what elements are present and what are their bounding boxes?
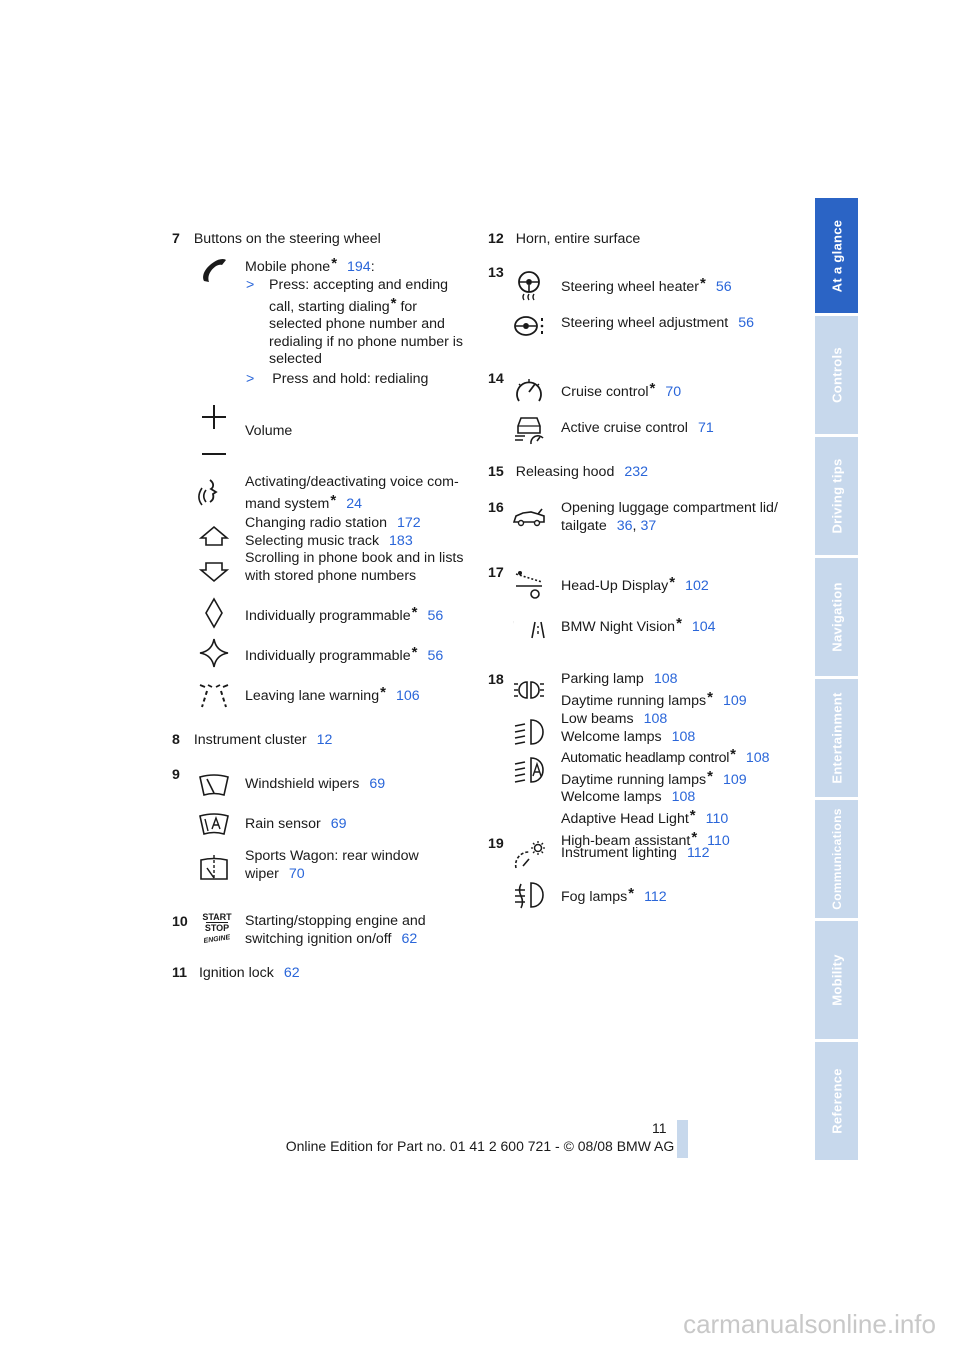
tab-mobility[interactable] bbox=[815, 921, 858, 1039]
arrow-down-icon bbox=[198, 556, 230, 588]
tab-at-a-glance[interactable] bbox=[815, 198, 858, 313]
page-link[interactable]: 232 bbox=[624, 464, 649, 480]
tab-label: At a glance bbox=[829, 219, 844, 292]
page-link[interactable]: 70 bbox=[288, 865, 305, 882]
page-link[interactable]: 109 bbox=[722, 771, 747, 788]
page-link[interactable]: 69 bbox=[330, 816, 347, 832]
voice-line: Activating/deactivating voice com- bbox=[245, 474, 459, 490]
tab-label: Communications bbox=[829, 808, 844, 910]
lamp-line: Adaptive Head Light bbox=[561, 810, 689, 827]
lane-warning-label: Leaving lane warning bbox=[245, 688, 380, 704]
section-title: Releasing hood bbox=[515, 464, 615, 480]
bullet-line: selected phone number and bbox=[269, 316, 445, 333]
section-number: 10 bbox=[172, 914, 188, 930]
programmable-label: Individually programmable bbox=[245, 648, 411, 664]
radio-line: Scrolling in phone book and in lists bbox=[245, 550, 464, 567]
lamp-line: Low beams bbox=[561, 711, 634, 727]
section-number: 18 bbox=[488, 672, 504, 688]
cruise-control-label: Cruise control bbox=[561, 384, 649, 400]
stop-text: STOP bbox=[204, 923, 230, 933]
section-number: 8 bbox=[172, 732, 180, 748]
fog-lamp-label: Fog lamps bbox=[561, 889, 628, 905]
section-title: Horn, entire surface bbox=[515, 231, 641, 247]
tab-label: Reference bbox=[829, 1068, 844, 1134]
wipers-entry bbox=[245, 776, 385, 794]
steering-adjust-icon bbox=[513, 310, 545, 342]
start-text: START bbox=[202, 912, 232, 922]
low-beam-entry: Low beams 108 Welcome lamps 108 Automatic headlamp control* 108 Daytime running lamps* 109 Welcome lamps 108 Adaptive Head Light* 110 High-beam assistant* 110 bbox=[561, 711, 770, 849]
rear-wiper-line: wiper bbox=[245, 865, 279, 882]
active-cruise-label: Active cruise control bbox=[561, 420, 688, 436]
active-cruise-entry bbox=[561, 420, 714, 438]
rear-wiper-entry bbox=[245, 848, 419, 883]
rear-wiper-icon bbox=[198, 851, 230, 883]
radio-line: Changing radio station bbox=[245, 515, 387, 531]
plus-icon bbox=[198, 401, 230, 433]
tab-label: Controls bbox=[829, 347, 844, 403]
hud-label: Head-Up Display bbox=[561, 578, 669, 594]
auto-headlamp-icon bbox=[513, 754, 545, 786]
fog-lamp-entry: Fog lamps* 112 bbox=[561, 885, 667, 905]
luggage-line: Opening luggage compartment lid/ bbox=[561, 500, 778, 516]
page-link[interactable]: 12 bbox=[316, 732, 333, 748]
tab-label: Mobility bbox=[829, 954, 844, 1006]
parking-lamp-entry: Parking lamp 108 Daytime running lamps* 109 bbox=[561, 671, 747, 709]
hud-entry: Head-Up Display* 102 bbox=[561, 574, 709, 594]
radio-line: with stored phone numbers bbox=[245, 567, 417, 584]
programmable-label: Individually programmable bbox=[245, 608, 411, 624]
bullet-hold bbox=[245, 371, 428, 389]
lamp-line: High-beam assistant bbox=[561, 832, 691, 849]
page-link[interactable]: 108 bbox=[643, 711, 668, 727]
page-link[interactable]: 62 bbox=[401, 930, 418, 947]
engine-text: ENGINE bbox=[203, 934, 231, 945]
page-number: 11 bbox=[652, 1120, 667, 1136]
section-15-heading bbox=[488, 464, 648, 482]
night-vision-entry: BMW Night Vision* 104 bbox=[561, 615, 716, 635]
cruise-control-entry: Cruise control* 70 bbox=[561, 380, 682, 400]
page-link[interactable]: 112 bbox=[644, 889, 667, 905]
star-diamond-icon bbox=[198, 637, 230, 669]
luggage-entry bbox=[561, 500, 778, 535]
wipers-label: Windshield wipers bbox=[245, 776, 360, 792]
tab-label: Driving tips bbox=[829, 458, 844, 534]
page-link[interactable]: 172 bbox=[396, 515, 421, 531]
diamond-icon bbox=[198, 597, 230, 629]
section-number: 12 bbox=[488, 231, 504, 247]
minus-icon bbox=[198, 438, 230, 470]
page-link[interactable]: 24 bbox=[346, 495, 362, 512]
page-link[interactable]: 112 bbox=[686, 845, 710, 861]
footer-text: Online Edition for Part no. 01 41 2 600 721 - © 08/08 BMW AG bbox=[285, 1138, 675, 1154]
page-link[interactable]: 56 bbox=[715, 279, 732, 295]
section-number: 7 bbox=[172, 231, 180, 247]
steering-heater-icon bbox=[513, 270, 545, 302]
lamp-line: Welcome lamps bbox=[561, 789, 662, 806]
section-number: 15 bbox=[488, 464, 504, 480]
tab-navigation[interactable] bbox=[815, 558, 858, 676]
instrument-lighting-label: Instrument lighting bbox=[561, 845, 677, 861]
phone-icon bbox=[198, 255, 230, 287]
parking-line: Parking lamp bbox=[561, 671, 644, 687]
tab-label: Navigation bbox=[829, 582, 844, 652]
lamp-line: Welcome lamps bbox=[561, 728, 662, 745]
low-beam-icon bbox=[513, 716, 545, 748]
page-link[interactable]: 194 bbox=[347, 259, 371, 275]
page-link[interactable]: 110 bbox=[705, 810, 729, 827]
section-7-heading bbox=[172, 231, 381, 249]
page-link[interactable]: 183 bbox=[389, 532, 413, 549]
tab-communications[interactable] bbox=[815, 800, 858, 918]
arrow-up-icon bbox=[198, 520, 230, 552]
page-link[interactable]: 69 bbox=[369, 776, 386, 792]
page-link[interactable]: 109 bbox=[722, 692, 747, 709]
section-title: Ignition lock bbox=[198, 965, 274, 981]
page-link[interactable]: 108 bbox=[671, 728, 696, 745]
parking-lamp-icon bbox=[513, 674, 545, 706]
page-link[interactable]: 108 bbox=[745, 750, 770, 767]
voice-entry: Activating/deactivating voice com- mand system* 24 bbox=[245, 474, 459, 512]
tab-controls[interactable] bbox=[815, 316, 858, 434]
steering-adjust-entry bbox=[561, 315, 754, 333]
active-cruise-icon bbox=[513, 414, 545, 446]
volume-label: Volume bbox=[245, 423, 293, 439]
page-link[interactable]: 36 bbox=[616, 517, 633, 534]
section-number: 19 bbox=[488, 836, 504, 852]
parking-line: Daytime running lamps bbox=[561, 692, 707, 709]
mobile-phone-label: Mobile phone bbox=[245, 259, 331, 275]
page-link[interactable]: 56 bbox=[738, 315, 754, 331]
mobile-phone-entry: Mobile phone* 194: bbox=[245, 255, 375, 275]
watermark: carmanualsonline.info bbox=[683, 1309, 936, 1339]
night-vision-icon bbox=[513, 608, 545, 640]
fog-lamp-icon bbox=[513, 879, 545, 911]
page-link[interactable]: 106 bbox=[395, 688, 420, 704]
bullet-marker: > bbox=[246, 277, 255, 293]
section-11-heading bbox=[172, 965, 300, 983]
section-number: 13 bbox=[488, 265, 504, 281]
page-link[interactable]: 108 bbox=[653, 671, 678, 687]
section-number: 11 bbox=[172, 965, 187, 981]
page-link[interactable]: 71 bbox=[697, 420, 714, 436]
page-link[interactable]: 62 bbox=[283, 965, 300, 981]
page-link[interactable]: 70 bbox=[665, 384, 682, 400]
section-12-heading bbox=[488, 231, 640, 249]
luggage-line: tailgate bbox=[561, 517, 607, 534]
section-number: 14 bbox=[488, 371, 504, 387]
start-stop-line: switching ignition on/off bbox=[245, 930, 392, 947]
start-stop-line: Starting/stopping engine and bbox=[245, 913, 426, 929]
luggage-lid-icon bbox=[513, 502, 545, 534]
page-link[interactable]: 102 bbox=[685, 578, 709, 594]
bullet-line: redialing if no phone number is bbox=[269, 333, 464, 350]
section-8-heading bbox=[172, 732, 332, 750]
bullet-line: Press and hold: redialing bbox=[272, 371, 429, 387]
radio-line: Selecting music track bbox=[245, 532, 380, 549]
tab-entertainment[interactable] bbox=[815, 679, 858, 797]
bullet-line: call, starting dialing* for bbox=[269, 294, 417, 315]
lane-warning-entry: Leaving lane warning* 106 bbox=[245, 684, 420, 704]
cruise-control-icon bbox=[513, 375, 545, 407]
colon: : bbox=[370, 259, 375, 275]
start-stop-entry bbox=[245, 913, 426, 948]
section-number: 17 bbox=[488, 565, 504, 581]
head-up-display-icon bbox=[513, 568, 545, 600]
tab-driving-tips[interactable] bbox=[815, 437, 858, 555]
section-title: Buttons on the steering wheel bbox=[193, 231, 381, 247]
page-link[interactable]: 104 bbox=[691, 619, 716, 635]
bullet-press bbox=[245, 277, 475, 369]
bullet-line: Press: accepting and ending bbox=[269, 277, 449, 293]
section-number: 9 bbox=[172, 767, 180, 783]
rear-wiper-line: Sports Wagon: rear window bbox=[245, 848, 419, 864]
page-link[interactable]: 110 bbox=[707, 832, 730, 849]
bullet-line: selected bbox=[269, 351, 322, 368]
night-vision-label: BMW Night Vision bbox=[561, 619, 676, 635]
bullet-marker: > bbox=[246, 371, 255, 387]
page-link[interactable]: 37 bbox=[640, 517, 657, 534]
instrument-lighting-icon bbox=[513, 840, 545, 872]
section-number: 16 bbox=[488, 500, 504, 516]
instrument-lighting-entry bbox=[561, 845, 710, 863]
voice-command-icon bbox=[198, 476, 230, 508]
comma: , bbox=[632, 517, 637, 534]
steering-heater-entry: Steering wheel heater* 56 bbox=[561, 275, 732, 295]
start-stop-button-icon bbox=[199, 912, 235, 950]
page-link[interactable]: 56 bbox=[427, 648, 444, 664]
page-link[interactable]: 108 bbox=[671, 789, 696, 806]
voice-line: mand system bbox=[245, 495, 330, 512]
rain-sensor-icon bbox=[198, 810, 230, 842]
radio-entry bbox=[245, 515, 463, 585]
programmable-1: Individually programmable* 56 bbox=[245, 604, 444, 624]
rain-sensor-label: Rain sensor bbox=[245, 816, 321, 832]
tab-label: Entertainment bbox=[829, 692, 844, 784]
rain-sensor-entry bbox=[245, 816, 347, 834]
windshield-wiper-icon bbox=[198, 771, 230, 803]
lane-warning-icon bbox=[198, 677, 230, 709]
lamp-line: Automatic headlamp control bbox=[561, 750, 730, 767]
lamp-line: Daytime running lamps bbox=[561, 771, 707, 788]
programmable-2: Individually programmable* 56 bbox=[245, 644, 444, 664]
page-link[interactable]: 56 bbox=[427, 608, 444, 624]
steering-heater-label: Steering wheel heater bbox=[561, 279, 700, 295]
steering-adjust-label: Steering wheel adjustment bbox=[561, 315, 729, 331]
section-title: Instrument cluster bbox=[193, 732, 307, 748]
